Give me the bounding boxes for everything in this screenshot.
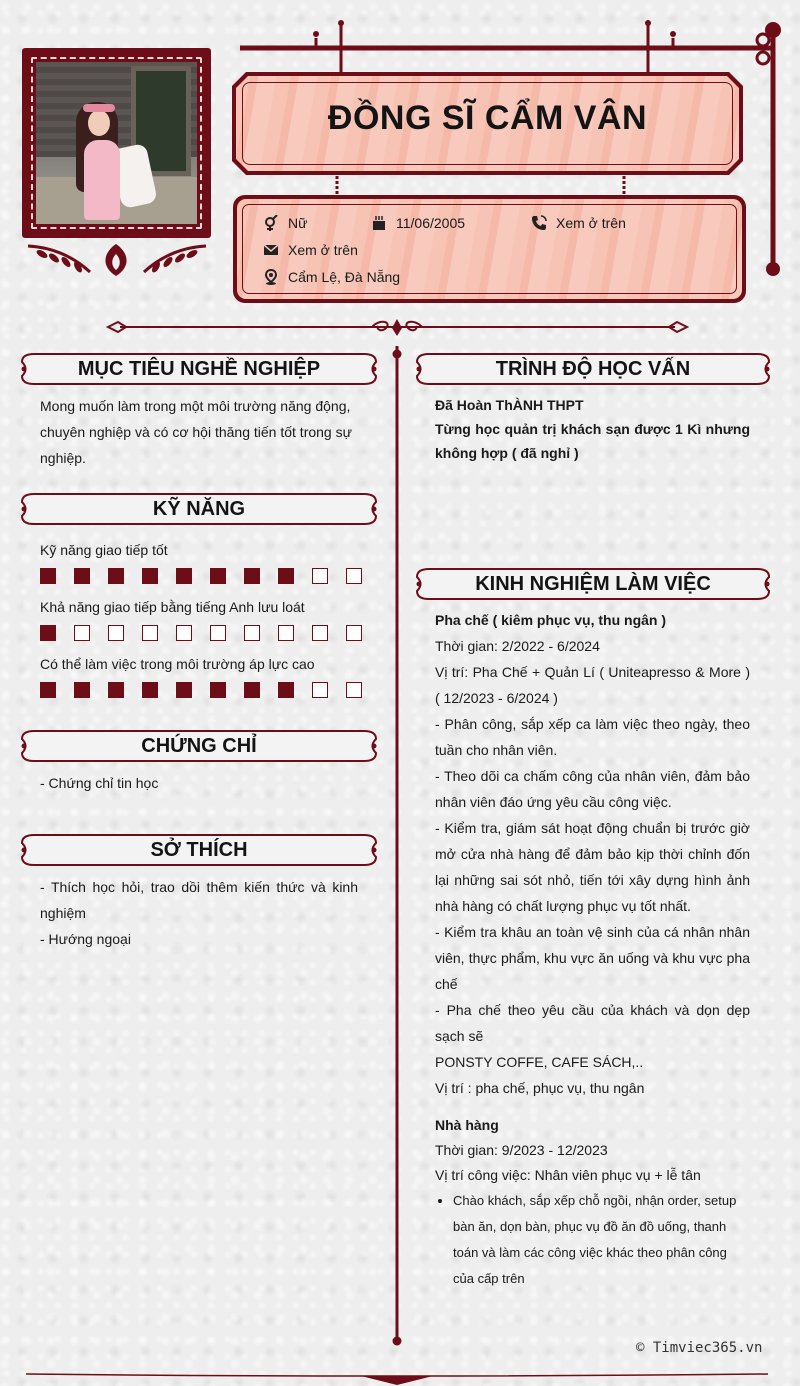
rating-square-empty [312,568,328,584]
job-duty: - Kiểm tra khâu an toàn vệ sinh của cá nhân nhân viên, thực phẩm, khu vực ăn uống và khu vực pha chế [435,924,750,992]
section-header-certificates [20,729,378,763]
rating-square-empty [74,625,90,641]
experience-job-2 [435,1112,750,1292]
section-header-hobbies [20,833,378,867]
rating-square-filled [108,682,124,698]
section-header-experience [415,567,771,601]
birthday-field [370,214,465,232]
education-line: Từng học quản trị khách sạn được 1 Kì nhưng không hợp ( đã nghỉ ) [435,421,750,461]
rating-square-empty [108,625,124,641]
experience-job-1 [435,607,750,1101]
email-value: Xem ở trên [288,242,358,258]
address-field [262,268,400,286]
rating-square-empty [210,625,226,641]
avatar [36,62,197,224]
skill-rating [40,625,362,641]
job-duty: - Pha chế theo yêu cầu của khách và dọn dẹp sạch sẽ [435,1002,750,1044]
job-duty: - Kiểm tra, giám sát hoạt động chuẩn bị trước giờ mở cửa nhà hàng để đảm bảo kịp thời chỉnh đốn lại những sai sót nhỏ, tiến tới xây dựng hình ảnh nhà hàng có chất lượng phục vụ tốt nhất. [435,820,750,914]
envelope-icon [262,241,280,259]
job-title: Pha chế ( kiêm phục vụ, thu ngân ) [435,612,667,628]
education-line: Đã Hoàn ThÀNH THPT [435,397,584,413]
rating-square-filled [244,682,260,698]
skill-label: Có thể làm việc trong môi trường áp lực cao [40,656,315,672]
rating-square-filled [278,682,294,698]
hobby-item: - Thích học hỏi, trao dồi thêm kiến thức và kinh nghiệm [40,879,358,921]
certificates-text: - Chứng chỉ tin học [40,775,159,791]
job-time: Thời gian: 2/2022 - 6/2024 [435,638,600,654]
objective-text: Mong muốn làm trong một môi trường năng động, chuyên nghiệp và có cơ hội thăng tiến tốt trong sự nghiệp. [40,398,352,466]
rating-square-empty [278,625,294,641]
birthday-cake-icon [370,214,388,232]
section-header-objective [20,352,378,386]
job-duty: Vị trí : pha chế, phục vụ, thu ngân [435,1080,645,1096]
rating-square-filled [210,682,226,698]
job-duties-list [453,1188,750,1292]
objective-title: MỤC TIÊU NGHỀ NGHIỆP [77,358,321,380]
rating-square-empty [346,682,362,698]
phone-field [530,214,626,232]
job-title: Nhà hàng [435,1117,499,1133]
rating-square-empty [244,625,260,641]
job-position: Vị trí: Pha Chế + Quản Lí ( Uniteapresso & More ) ( 12/2023 - 6/2024 ) [435,664,750,706]
rating-square-empty [176,625,192,641]
rating-square-empty [346,625,362,641]
certificates-title: CHỨNG CHỈ [141,735,257,757]
hobbies-text [40,874,358,952]
section-header-education [415,352,771,386]
gender-field [262,214,307,232]
job-duty: - Phân công, sắp xếp ca làm việc theo ngày, theo tuần cho nhân viên. [435,716,750,758]
rating-square-filled [278,568,294,584]
contact-info-board [233,195,746,303]
bottom-ornament [26,1366,768,1386]
name-signboard [232,72,743,175]
job-time: Thời gian: 9/2023 - 12/2023 [435,1142,608,1158]
gender-value: Nữ [288,215,308,231]
laurel-ornament [24,240,210,280]
footer-brand: © Timviec365.vn [636,1340,763,1356]
email-field [262,241,358,259]
rating-square-filled [176,682,192,698]
birthday-value: 11/06/2005 [396,215,466,231]
rating-square-filled [244,568,260,584]
skill-rating [40,682,362,698]
skill-label: Khả năng giao tiếp bằng tiếng Anh lưu loát [40,599,305,615]
rating-square-empty [346,568,362,584]
rating-square-empty [312,625,328,641]
candidate-name: ĐỒNG SĨ CẨM VÂN [327,99,648,137]
section-header-skills [20,492,378,526]
skill-rating [40,568,362,584]
rating-square-filled [108,568,124,584]
rating-square-empty [142,625,158,641]
experience-title: KINH NGHIỆM LÀM VIỆC [475,573,711,595]
skills-title: KỸ NĂNG [152,498,246,520]
list-item: • Chào khách, sắp xếp chỗ ngồi, nhận order, setup bàn ăn, dọn bàn, phục vụ đồ ăn đồ uống, thanh toán và làm các công việc khác theo phân công của cấp trên [453,1188,750,1292]
rating-square-filled [40,682,56,698]
rating-square-filled [210,568,226,584]
gender-icon [262,214,280,232]
location-pin-icon [262,268,280,286]
education-content [435,393,750,465]
rating-square-empty [312,682,328,698]
rating-square-filled [176,568,192,584]
hobbies-title: SỞ THÍCH [150,839,248,861]
job-duty: PONSTY COFFE, CAFE SÁCH,.. [435,1054,644,1070]
rating-square-filled [40,625,56,641]
hobby-item: - Hướng ngoại [40,931,131,947]
address-value: Cẩm Lệ, Đà Nẵng [288,269,401,285]
rating-square-filled [40,568,56,584]
education-title: TRÌNH ĐỘ HỌC VẤN [495,358,691,380]
rating-square-filled [74,682,90,698]
job-position: Vị trí công việc: Nhân viên phục vụ + lễ tân [435,1167,701,1183]
skill-label: Kỹ năng giao tiếp tốt [40,542,168,558]
rating-square-filled [142,568,158,584]
rating-square-filled [142,682,158,698]
job-duty: - Theo dõi ca chấm công của nhân viên, đảm bảo nhân viên đáo ứng yêu cầu công việc. [435,768,750,810]
rating-square-filled [74,568,90,584]
phone-icon [530,214,548,232]
phone-value: Xem ở trên [556,215,626,231]
